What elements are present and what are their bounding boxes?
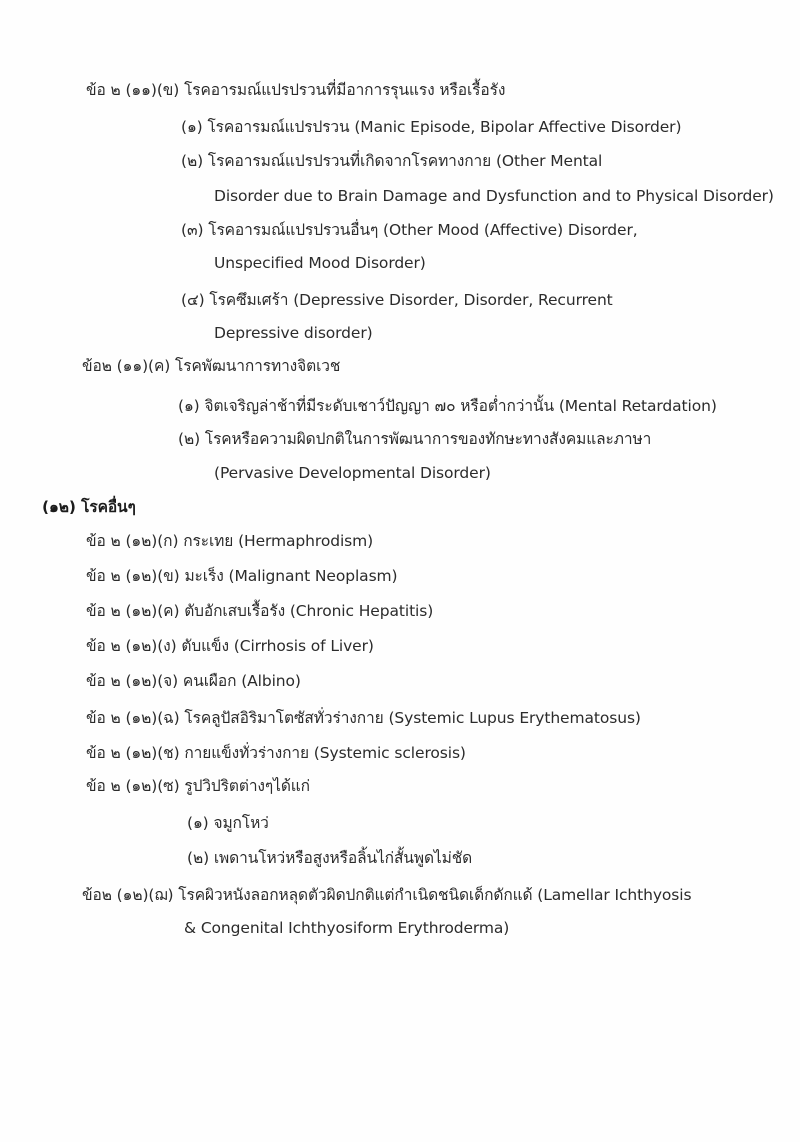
clause-12-c: ข้อ ๒ (๑๒)(ค) ตับอักเสบเรื้อรัง (Chronic Hepatitis) [86, 602, 434, 620]
clause-11-c-item-1: (๑) จิตเจริญล่าช้าที่มีระดับเชาว์ปัญญา ๗๐ หรือต่ำกว่านั้น (Mental Retardation) [178, 397, 717, 415]
clause-12-h-item-2: (๒) เพดานโหว่หรือสูงหรือลิ้นไก่สั้นพูดไม่ชัด [187, 849, 473, 867]
clause-11-c-item-2-continued: (Pervasive Developmental Disorder) [214, 464, 491, 482]
clause-12-e: ข้อ ๒ (๑๒)(จ) คนเผือก (Albino) [86, 672, 301, 690]
clause-12-i-continued: & Congenital Ichthyosiform Erythroderma) [184, 919, 510, 937]
clause-12-b: ข้อ ๒ (๑๒)(ข) มะเร็ง (Malignant Neoplasm) [86, 567, 398, 585]
clause-12-i: ข้อ๒ (๑๒)(ฌ) โรคผิวหนังลอกหลุดตัวผิดปกติแต่กำเนิดชนิดเด็กดักแด้ (Lamellar Ichthyosis [82, 886, 692, 904]
section-12-heading: (๑๒) โรคอื่นๆ [42, 498, 136, 516]
clause-11-b-item-3: (๓) โรคอารมณ์แปรปรวนอื่นๆ (Other Mood (Affective) Disorder, [181, 221, 638, 239]
clause-11-b-item-2: (๒) โรคอารมณ์แปรปรวนที่เกิดจากโรคทางกาย (Other Mental [181, 152, 603, 170]
clause-12-g: ข้อ ๒ (๑๒)(ช) กายแข็งทั่วร่างกาย (Systemic sclerosis) [86, 744, 466, 762]
clause-11-b-item-1: (๑) โรคอารมณ์แปรปรวน (Manic Episode, Bipolar Affective Disorder) [181, 118, 682, 136]
clause-11-c-item-2: (๒) โรคหรือความผิดปกติในการพัฒนาการของทักษะทางสังคมและภาษา [178, 430, 652, 448]
clause-11-b-item-2-continued: Disorder due to Brain Damage and Dysfunction and to Physical Disorder) [214, 187, 774, 205]
clause-11-b-item-4-continued: Depressive disorder) [214, 324, 373, 342]
clause-12-d: ข้อ ๒ (๑๒)(ง) ตับแข็ง (Cirrhosis of Liver) [86, 637, 374, 655]
clause-12-a: ข้อ ๒ (๑๒)(ก) กระเทย (Hermaphrodism) [86, 532, 374, 550]
clause-11-b-item-4: (๔) โรคซึมเศร้า (Depressive Disorder, Disorder, Recurrent [181, 291, 613, 309]
clause-11-b-item-3-continued: Unspecified Mood Disorder) [214, 254, 426, 272]
clause-12-h-item-1: (๑) จมูกโหว่ [187, 814, 269, 832]
clause-11-b-heading: ข้อ ๒ (๑๑)(ข) โรคอารมณ์แปรปรวนที่มีอาการรุนแรง หรือเรื้อรัง [86, 81, 506, 99]
clause-11-c-heading: ข้อ๒ (๑๑)(ค) โรคพัฒนาการทางจิตเวช [82, 357, 341, 375]
clause-12-h-heading: ข้อ ๒ (๑๒)(ซ) รูปวิปริตต่างๆได้แก่ [86, 777, 310, 795]
clause-12-f: ข้อ ๒ (๑๒)(ฉ) โรคลูปัสอิริมาโตซัสทั่วร่างกาย (Systemic Lupus Erythematosus) [86, 709, 641, 727]
